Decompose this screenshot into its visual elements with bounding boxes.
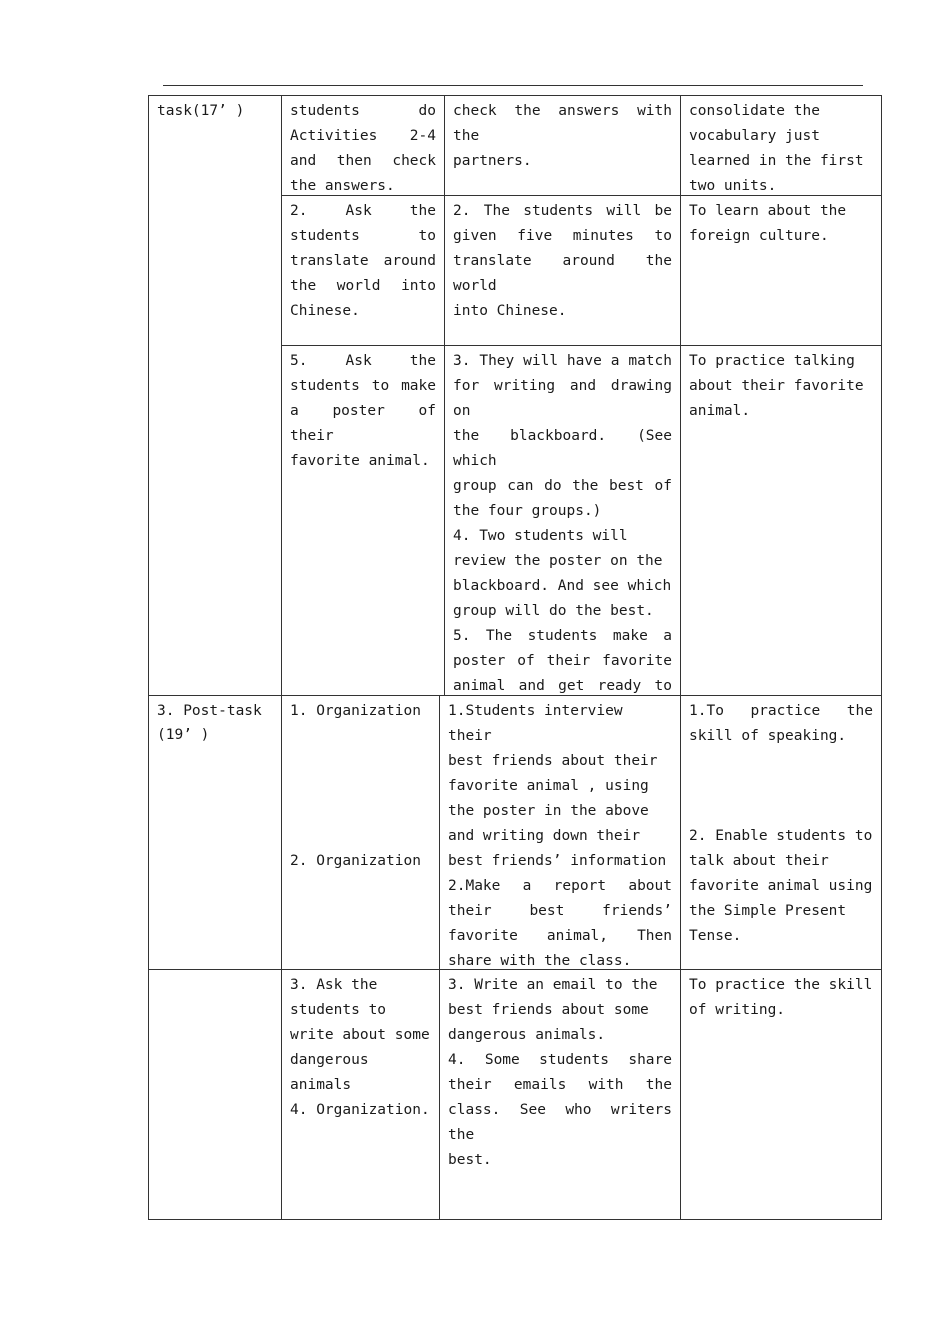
text-line: the answers. [290, 178, 395, 194]
text-line: about their favorite [689, 378, 864, 394]
cell-purpose-writing [680, 969, 882, 1220]
text-line: translate around the world [453, 253, 672, 294]
cell-stage-post-task [148, 695, 282, 970]
text-line: students to [290, 1002, 387, 1018]
text-line: 2.Make a report about [448, 878, 672, 894]
text-line: dangerous [290, 1052, 369, 1068]
text-line: 2. The students will be [453, 203, 672, 219]
text-line: To practice talking [689, 353, 855, 369]
cell-students-check-answers [444, 95, 681, 196]
text-line: the poster in the above [448, 803, 649, 819]
stage-label: 3. Post-task [157, 703, 262, 719]
cell-purpose-talking [680, 345, 882, 696]
text-line: review the poster on the [453, 553, 663, 569]
text-line: two units. [689, 178, 777, 194]
cell-purpose-speaking [680, 695, 882, 970]
text-line: 3. Write an email to the [448, 977, 658, 993]
text-line: favorite animal using [689, 878, 873, 894]
text-line: learned in the first [689, 153, 864, 169]
cell-students-interview-report [439, 695, 681, 970]
text-line: 5. The students make a [453, 628, 672, 644]
text-line: group can do the best of [453, 478, 672, 494]
text-line: group will do the best. [453, 603, 654, 619]
text-line: their emails with the [448, 1077, 672, 1093]
text-line: 1.Students interview their [448, 703, 623, 744]
text-line: best friends’ information [448, 853, 667, 869]
text-line: animals [290, 1077, 352, 1093]
text-line: skill of speaking. [689, 728, 847, 744]
text-line: the blackboard. (See which [453, 428, 672, 469]
text-line: 2. Organization [290, 853, 421, 869]
cell-purpose-culture [680, 195, 882, 346]
text-line: best. [448, 1152, 492, 1168]
text-line: 4. Organization. [290, 1102, 430, 1118]
cell-teacher-write-email [281, 969, 440, 1220]
text-line: 5. Ask the [290, 353, 436, 369]
text-line: dangerous animals. [448, 1027, 606, 1043]
text-line: Tense. [689, 928, 742, 944]
text-line: blackboard. And see which [453, 578, 672, 594]
text-line: animal and get ready to [453, 678, 672, 694]
text-line: 4. Two students will [453, 528, 628, 544]
text-line: best friends about some [448, 1002, 649, 1018]
text-line: students do [290, 103, 436, 119]
text-line: the Simple Present [689, 903, 847, 919]
text-line: 1.To practice the [689, 703, 873, 719]
text-line: 2. Ask the [290, 203, 436, 219]
text-line: best friends about their [448, 753, 658, 769]
cell-stage-empty [148, 969, 282, 1220]
text-line: students to [290, 228, 436, 244]
text-line: favorite animal , using [448, 778, 649, 794]
text-line: favorite animal, Then [448, 928, 672, 944]
text-line: write about some [290, 1027, 430, 1043]
text-line: students to make [290, 378, 436, 394]
cell-teacher-activities-2-4 [281, 95, 445, 196]
cell-teacher-organization [281, 695, 440, 970]
text-line: talk about their [689, 853, 829, 869]
text-line: 1. Organization [290, 703, 421, 719]
text-line: and then check [290, 153, 436, 169]
text-line: consolidate the [689, 103, 820, 119]
cell-teacher-poster [281, 345, 445, 696]
text-line: into Chinese. [453, 303, 567, 319]
text-line: poster of their favorite [453, 653, 672, 669]
text-line: To practice the skill [689, 977, 873, 993]
text-line: given five minutes to [453, 228, 672, 244]
header-rule [163, 85, 863, 86]
text-line: translate around [290, 253, 436, 269]
cell-stage-while-task [148, 95, 282, 696]
text-line: foreign culture. [689, 228, 829, 244]
text-line: Chinese. [290, 303, 360, 319]
text-line: the world into [290, 278, 436, 294]
text-line: To learn about the [689, 203, 847, 219]
text-line: their best friends’ [448, 903, 672, 919]
text-line: a poster of their [290, 403, 436, 444]
cell-students-translate [444, 195, 681, 346]
stage-label: task(17’ ) [157, 103, 245, 119]
cell-students-email [439, 969, 681, 1220]
text-line: 4. Some students share [448, 1052, 672, 1068]
cell-teacher-translate [281, 195, 445, 346]
text-line: class. See who writers the [448, 1102, 672, 1143]
text-line: for writing and drawing on [453, 378, 672, 419]
text-line: vocabulary just [689, 128, 820, 144]
text-line: 3. They will have a match [453, 353, 672, 369]
cell-students-match-poster [444, 345, 681, 696]
text-line: 3. Ask the [290, 977, 378, 993]
text-line: of writing. [689, 1002, 786, 1018]
stage-time: (19’ ) [157, 727, 210, 743]
text-line: the four groups.) [453, 503, 602, 519]
text-line: Activities 2-4 [290, 128, 436, 144]
text-line: share with the class. [448, 953, 632, 969]
text-line: and writing down their [448, 828, 641, 844]
cell-purpose-vocabulary [680, 95, 882, 196]
text-line: favorite animal. [290, 453, 430, 469]
text-line: animal. [689, 403, 751, 419]
text-line: partners. [453, 153, 532, 169]
text-line: check the answers with the [453, 103, 672, 144]
text-line: 2. Enable students to [689, 828, 873, 844]
